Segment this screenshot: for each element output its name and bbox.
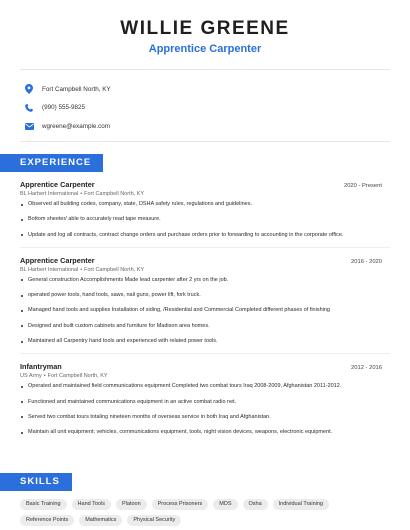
job-company-line — [20, 191, 382, 197]
contact-email-text[interactable]: wgreene@example.com — [42, 122, 110, 130]
contacts-divider — [20, 141, 390, 142]
candidate-title: Apprentice Carpenter — [148, 43, 262, 55]
contact-location — [24, 80, 410, 98]
job-bullet: Operated and maintained field communications equipment Completed two combat tours Iraq 2008-2009, Afghanistan 2011-2012. — [20, 383, 382, 390]
job-role: Infantryman — [20, 362, 62, 372]
skill-chip: Process Prisoners — [152, 499, 209, 510]
job-bullet: Designed and built custom cabinets and furniture for Madison area homes. — [20, 323, 382, 330]
contact-list — [0, 70, 410, 141]
job-entry — [0, 362, 410, 436]
job-role: Apprentice Carpenter — [20, 180, 95, 189]
job-entry — [0, 180, 410, 239]
job-bullet: Update and log all contracts, contract change orders and purchase orders prior to forwarding to accounting in the corporate office. — [20, 232, 382, 239]
skill-chip: Basic Training — [20, 499, 67, 510]
skill-chip: Physical Security — [127, 515, 181, 526]
experience-heading: EXPERIENCE — [0, 154, 103, 172]
job-location: Fort Campbell North, KY — [84, 266, 145, 273]
email-icon — [24, 121, 34, 131]
job-bullet: Bottom sheeter/ able to accurately read tape measure. — [20, 216, 382, 223]
phone-icon — [24, 103, 34, 113]
separator-dot: • — [80, 191, 83, 197]
job-company: US Army — [20, 373, 42, 380]
job-location: Fort Campbell North, KY — [47, 373, 108, 380]
contact-location-text: Fort Campbell North, KY — [42, 85, 111, 93]
job-divider — [20, 247, 390, 248]
job-dates: 2012 - 2016 — [351, 365, 382, 372]
job-role: Apprentice Carpenter — [20, 255, 95, 265]
job-company-line — [20, 373, 382, 379]
job-bullet: General construction Accomplishments Made lead carpenter after 2 yrs on the job. — [20, 277, 382, 284]
contact-phone — [24, 99, 410, 117]
skill-chip: Individual Training — [273, 499, 329, 510]
contact-phone-text[interactable]: (990) 555-9825 — [42, 104, 86, 111]
skills-list — [0, 491, 410, 530]
job-entry — [0, 256, 410, 345]
skill-chip: Osha — [243, 499, 268, 510]
job-location: Fort Campbell North, KY — [84, 191, 145, 197]
skill-chip: Mathematics — [79, 515, 122, 526]
contact-email — [24, 117, 410, 135]
separator-dot: • — [43, 373, 46, 380]
job-bullet: Maintain all unit equipment; vehicles, communications equipment, tools, night vision devices, weapons, electronic equipment. — [20, 429, 382, 436]
separator-dot: • — [80, 266, 83, 273]
location-pin-icon — [24, 84, 34, 94]
resume-header — [0, 0, 410, 55]
skill-chip: Hand Tools — [72, 499, 111, 510]
skills-heading: SKILLS — [0, 473, 72, 491]
job-bullet: Maintained all Carpentry hand tools and experienced with related power tools. — [20, 338, 382, 345]
job-bullet: Managed hand tools and supplies Installation of siding, /Residential and Commercial Completed different phases of finishing — [20, 307, 382, 314]
job-dates: 2020 - Present — [343, 183, 382, 189]
job-dates: 2016 - 2020 — [351, 258, 382, 265]
job-divider — [20, 353, 390, 354]
job-company-line — [20, 267, 382, 273]
skill-chip: Reference Points — [20, 515, 74, 526]
skills-section — [0, 471, 410, 530]
job-bullets — [20, 201, 382, 239]
job-company: BL Harbert International — [20, 266, 79, 273]
skill-chip: MDS — [213, 499, 237, 510]
job-bullet: operated power tools, hand tools, saws, nail guns, power lift, fork truck. — [20, 292, 382, 299]
job-bullet: Functioned and maintained communications equipment in an active combat radio net. — [20, 399, 382, 406]
job-bullet: Observed all building codes, company, state, OSHA safety rules, regulations and guidelines. — [20, 201, 382, 208]
job-bullets — [20, 383, 382, 436]
job-bullet: Served two combat tours totaling nineteen months of overseas service in both Iraq and Afghanistan. — [20, 414, 382, 421]
experience-section — [0, 152, 410, 436]
job-bullets — [20, 277, 382, 345]
job-company: BL Harbert International — [20, 191, 79, 197]
candidate-name: WILLIE GREENE — [120, 18, 290, 39]
skill-chip: Platoon — [116, 499, 147, 510]
